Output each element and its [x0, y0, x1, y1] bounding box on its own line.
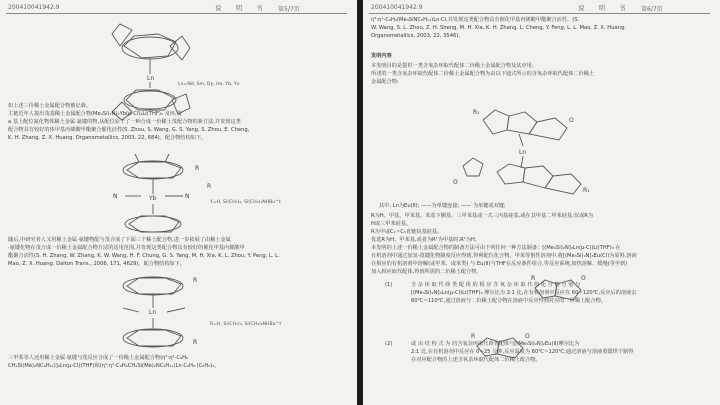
paragraph-2-line: ·氨键化物在茂合成一价稀土金属配合物方法的适用范围,并发现这类配合物具有较好的催化甲基丙烯酸甲: [8, 245, 245, 251]
intro-line: η⁵:η¹-C₉H₆(Me₃SiNC₆H₁₁)Ln·Cl,并发现这类配合物具有催化甲基丙烯酸甲酯聚合活性。(S.: [371, 17, 580, 23]
invention-paragraph: [371, 62, 711, 86]
item-1-line: 含 杂 环 取 代 茚 类 配 体 的 相 应 含 氧 杂 环 取 代 茚 化 合 物 分 别 与: [411, 282, 581, 288]
item-2-line: 或 由 结 构 式 为 的含氧杂环取代茚类配体与[(Me₃Si)₂N]₂Eu(II)摩尔比为: [411, 341, 580, 347]
svg-text:R: R: [195, 165, 200, 172]
paragraph-2-line: 随后,中研究者人又用稀土金属·氨键物配与茂合成了下面三个稀土配合物,进一步拓展了由稀土金属: [8, 237, 231, 243]
definition-line: R为H、甲基、甲苯基、苯基下侧基、三甲苯基或一式三丙基硅基,或在其甲基二甲苯硅基;仅或R为: [371, 213, 594, 219]
intro-line: W. Wang, S. L. Zhou, Z. H. Sheng, M. H. Xia, K. H. Zhang, L. Cheng, Y. Feng, L. L. Mao, Z. X. Huang.: [371, 25, 626, 31]
svg-text:O: O: [581, 275, 586, 282]
paragraph-1: [8, 102, 348, 142]
chemical-structure-1: [98, 16, 218, 116]
document-label: 说 明 书: [578, 4, 632, 12]
paragraph-2-line: 酯聚合活性(S. H. Zhang, W. Zhang, K. W. Wang, H. F. Chung, G. S. Yang, M. H. Xia, K. L. Zhou, Y. Peng, L. L.: [8, 253, 280, 259]
svg-text:R₁: R₁: [583, 187, 590, 194]
left-page: [0, 0, 357, 405]
intro-line: Organometallics, 2003, 22, 3546)。: [371, 33, 464, 39]
page-number: 第5/7页: [278, 6, 300, 13]
invention-line: 金属配合物:: [371, 79, 399, 85]
svg-text:O: O: [569, 117, 574, 124]
item-1-number: (1): [385, 282, 393, 288]
definition-line: 本发明的上述一价稀土金属配合物的制备方法可由下列任何一种方法制备：[(Me₃Si)₂N]₃Ln(μ-Cl)Li(THF)₃ 在: [371, 245, 621, 251]
document-label: 说 明 书: [215, 4, 269, 12]
item-1-line: 60℃~110℃,通过溶液与二价稀土配合物在溶液中反应得到对应的二价稀土配合物。: [411, 298, 606, 304]
general-formula-structure: [433, 88, 633, 198]
header-rule: [369, 13, 710, 14]
definition-line: H或三甲苯硅基。: [371, 221, 412, 227]
svg-text:N: N: [113, 193, 118, 200]
chemical-structure-2: [95, 150, 225, 240]
section-title: 发明内容: [371, 53, 392, 59]
definition-line: 有机溶剂中通过加氢-溴键化物制度反应得到,得利配位化合物。甲苯等惰性溶剂中,将[(Me₃Si)₂N]₃Eu(Cl)为原料,溶液: [371, 253, 637, 259]
svg-text:N: N: [185, 193, 190, 200]
item-2-number: (2): [385, 341, 393, 347]
definition-line: 优选R为H、甲苯基,或者为R¹为甲基时,R¹为H。: [371, 237, 481, 243]
paragraph-1-line: 配合物具有较好的体甲基丙烯酸甲酯聚合催化活性(S. Zhou, S. Wang, G. S. Yang, S. Zhou, E. Cheng,: [8, 127, 250, 133]
svg-text:Yb: Yb: [149, 195, 157, 202]
svg-text:Ln: Ln: [147, 75, 155, 82]
svg-text:Ln: Ln: [519, 149, 527, 156]
paragraph-2: [8, 236, 348, 268]
figure-3-caption: R=H, Si(CH₃)₃, Si(CH₃)₂NHBu^t: [210, 322, 282, 327]
paragraph-1-line: 主链近年人提出茂基稀土金属配合物(Me₃Si)₂N)₂Yb(μ-Cl)₂Li(THF)₂ 及环,茂: [8, 111, 182, 117]
figure-1-caption: Ln=Nd, Sm, Dy, Ho, Yb, Yx: [178, 82, 240, 87]
figure-2-caption: Y=H, Si(CH₃)₃, Si(CH₃)₂NHBu^t: [210, 200, 281, 205]
svg-text:O: O: [525, 333, 530, 340]
svg-text:R: R: [193, 277, 198, 284]
item-2-line: 2:1 比,在有机溶剂中反应在 0~25 分钟,反应温度为 60℃~120℃;通过溶液与溶液蒸馏烘干制得: [411, 349, 634, 355]
chemical-structure-3: [95, 268, 225, 368]
definition-line: R为甲或C₁~C₃直链烷基硅基。: [371, 229, 443, 235]
item-2-paragraph: [411, 340, 713, 364]
svg-text:Ln: Ln: [149, 309, 157, 316]
svg-text:R: R: [531, 275, 536, 282]
paragraph-1-line: a 基上配位氮化物体稀土金属·氯键的物,从配位原子了一种合成一价稀土茂配合物的新方法,并发现这类: [8, 119, 241, 125]
item-2-line: 在对应配合物的上述含氧杂环取代配体二价稀土配合物。: [411, 357, 541, 363]
svg-text:O: O: [453, 179, 458, 186]
paragraph-1-line: 如上述三价稀土金属配合物被记载。: [8, 103, 92, 109]
svg-text:R: R: [193, 339, 198, 346]
right-page: [363, 0, 720, 405]
svg-text:R: R: [207, 183, 212, 190]
item-1-paragraph: [411, 281, 713, 305]
item-1-line: [(Me₃Si)₂N]₃Ln(μ-Cl)Li(THF)₃ 摩尔比为 2:1 比,在有机溶剂中反应在 60~120℃,反应后的溶液去: [411, 290, 637, 296]
paragraph-1-line: K. H. Zhang, Z. X. Huang. Organometallics, 2003, 22, 684)。配合物结构如下。: [8, 135, 207, 141]
intro-paragraph: [371, 16, 711, 40]
definition-line: 在相应的有机溶剂中溶解(或甲苯、或苯类) 与 Eu(II)与THF在反应条件组合,等反应系统,加热溶解、缓慢(等至到): [371, 261, 628, 267]
invention-line: 本发明目的是提供一类含氧杂环取代配体二价稀土金属配合物及其应用。: [371, 63, 538, 69]
paragraph-3-line: CH₂Si(Me)₂NC₆H₁₁)]₂Ln(μ-Cl)(THF)和(η⁵:η¹-C₉H₆CH₂Si(Me)₂NC₆H₁₁)Ln·C₆H₅·(C₆H₅)₂。: [8, 363, 220, 369]
page-number: 第6/7页: [641, 6, 663, 13]
header-rule: [6, 13, 347, 14]
paragraph-3-line: 三甲苯等人还用稀土金属·氨键与茂反应合成了一价稀土金属配合物(η⁵:η¹-C₉H₆: [8, 355, 189, 361]
svg-text:R: R: [471, 333, 476, 340]
patent-number: 200410041942.9: [8, 4, 60, 11]
patent-number: 200410041942.9: [371, 4, 423, 11]
definition-line: 加入相应取代配体,得到所需的二价稀土配合物。: [371, 269, 482, 275]
paragraph-2-line: Mao, Z. X. Huang. Dalton Trans., 2006, 171, 4629)。配合物结构如下。: [8, 261, 186, 267]
definitions-paragraph: [371, 212, 713, 276]
invention-line: 所述的一类含氧杂环取代配体二价稀土金属配合物为由以下通式所示的含氧杂环取代配体二价稀土: [371, 71, 595, 77]
formula-caption: 其中, Ln为Eu(II); ——为单键连接; —— 为单键或双键;: [379, 203, 506, 209]
svg-text:R₁: R₁: [473, 109, 480, 116]
paragraph-3: [8, 354, 348, 370]
